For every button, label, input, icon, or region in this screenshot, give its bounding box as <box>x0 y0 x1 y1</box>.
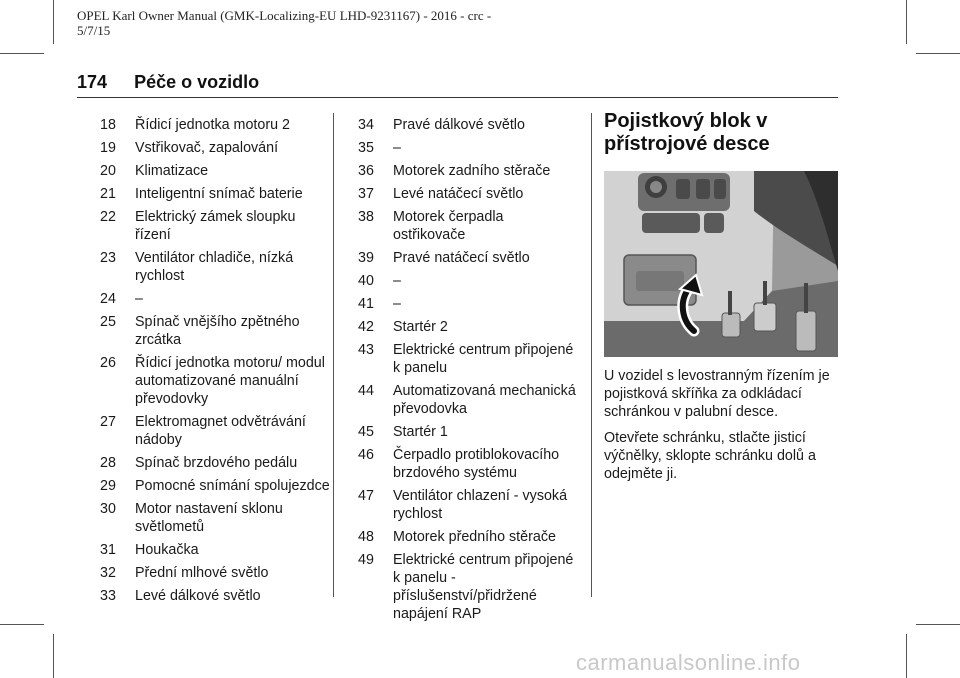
list-item <box>100 116 332 134</box>
fuse-description: Levé natáčecí světlo <box>393 186 524 202</box>
fuse-description: Automatizovaná mechanická převodovka <box>393 383 576 417</box>
fuse-description: – <box>393 273 401 289</box>
fuse-number: 32 <box>100 565 116 581</box>
fuse-number: 40 <box>358 273 374 289</box>
fuse-number: 19 <box>100 140 116 156</box>
fuse-description: Klimatizace <box>135 163 209 179</box>
list-item <box>358 382 576 418</box>
fuse-description: Pomocné snímání spolujezdce <box>135 478 330 494</box>
fuse-description: Elektrické centrum připojené k panelu <box>393 342 574 376</box>
list-item <box>358 423 576 441</box>
list-item <box>358 185 576 203</box>
fuse-description: Startér 1 <box>393 424 448 440</box>
fuse-number: 18 <box>100 117 116 133</box>
list-item <box>100 500 332 536</box>
crop-mark <box>916 624 960 625</box>
crop-mark <box>906 634 907 678</box>
watermark: carmanualsonline.info <box>576 650 801 675</box>
fuse-description: Čerpadlo protiblokovacího brzdového systému <box>393 447 560 481</box>
list-item <box>100 454 332 472</box>
fuse-number: 42 <box>358 319 374 335</box>
fuse-number: 39 <box>358 250 374 266</box>
fuse-number: 28 <box>100 455 116 471</box>
header-rule <box>77 97 838 98</box>
fuse-number: 22 <box>100 209 116 225</box>
list-item <box>100 249 332 285</box>
list-item <box>100 413 332 449</box>
list-item <box>100 162 332 180</box>
fuse-description: Elektrický zámek sloupku řízení <box>135 209 296 243</box>
list-item <box>100 477 332 495</box>
fuse-number: 47 <box>358 488 374 504</box>
fuse-number: 29 <box>100 478 116 494</box>
fuse-description: Pravé natáčecí světlo <box>393 250 530 266</box>
photo-illustration <box>604 171 838 357</box>
list-item <box>358 116 576 134</box>
fuse-description: Vstřikovač, zapalování <box>135 140 279 156</box>
list-item <box>358 528 576 546</box>
fuse-number: 48 <box>358 529 374 545</box>
fuse-description: Motorek předního stěrače <box>393 529 556 545</box>
document-header <box>77 8 491 38</box>
fuse-number: 27 <box>100 414 116 430</box>
section-body <box>604 367 840 491</box>
fuse-description: Motor nastavení sklonu světlometů <box>135 501 283 535</box>
section-title: Pojistkový blok v přístrojové desce <box>604 110 770 155</box>
list-item <box>100 541 332 559</box>
crop-mark <box>53 0 54 44</box>
list-item <box>358 318 576 336</box>
fuse-description: Řídicí jednotka motoru/ modul automatizované manuální převodovky <box>135 355 325 407</box>
fuse-description: Motorek zadního stěrače <box>393 163 551 179</box>
list-item <box>100 354 332 408</box>
instrument-panel-fuse-box-photo <box>604 171 838 357</box>
list-item <box>358 272 576 290</box>
list-item <box>100 290 332 308</box>
fuse-number: 20 <box>100 163 116 179</box>
fuse-description: Elektrické centrum připojené k panelu - příslušenství/přidržené napájení RAP <box>393 552 574 622</box>
crop-mark <box>0 53 44 54</box>
fuse-number: 33 <box>100 588 116 604</box>
document-header-line1: OPEL Karl Owner Manual (GMK-Localizing-EU LHD-9231167) - 2016 - crc - <box>77 8 492 23</box>
fuse-number: 23 <box>100 250 116 266</box>
fuse-description: Motorek čerpadla ostřikovače <box>393 209 504 243</box>
list-item <box>358 551 576 623</box>
list-item <box>100 185 332 203</box>
fuse-description: Spínač brzdového pedálu <box>135 455 298 471</box>
list-item <box>100 139 332 157</box>
list-item <box>358 341 576 377</box>
list-item <box>358 162 576 180</box>
list-item <box>100 587 332 605</box>
fuse-number: 34 <box>358 117 374 133</box>
list-item <box>100 208 332 244</box>
list-item <box>100 313 332 349</box>
fuse-description: Elektromagnet odvětrávání nádoby <box>135 414 306 448</box>
column-divider <box>333 113 334 597</box>
running-head <box>77 72 259 93</box>
crop-mark <box>53 634 54 678</box>
column-divider <box>591 113 592 597</box>
list-item <box>358 139 576 157</box>
list-item <box>358 487 576 523</box>
crop-mark <box>916 53 960 54</box>
fuse-description: – <box>135 291 143 307</box>
list-item <box>358 295 576 313</box>
fuse-number: 25 <box>100 314 116 330</box>
fuse-number: 26 <box>100 355 116 371</box>
fuse-description: Startér 2 <box>393 319 448 335</box>
paragraph: U vozidel s levostranným řízením je pojistková skříňka za odkládací schránkou v palubní desce. <box>604 368 830 420</box>
page-number: 174 <box>77 72 108 92</box>
fuse-number: 21 <box>100 186 116 202</box>
fuse-description: Ventilátor chlazení - vysoká rychlost <box>393 488 568 522</box>
fuse-number: 45 <box>358 424 374 440</box>
paragraph: Otevřete schránku, stlačte jisticí výčnělky, sklopte schránku dolů a odejměte ji. <box>604 430 816 482</box>
chapter-title: Péče o vozidlo <box>134 72 260 92</box>
list-item <box>358 249 576 267</box>
crop-mark <box>906 0 907 44</box>
list-item <box>358 208 576 244</box>
list-item <box>358 446 576 482</box>
fuse-description: Pravé dálkové světlo <box>393 117 525 133</box>
fuse-number: 36 <box>358 163 374 179</box>
fuse-number: 41 <box>358 296 374 312</box>
fuse-number: 35 <box>358 140 374 156</box>
document-header-line2: 5/7/15 <box>77 23 111 38</box>
fuse-description: – <box>393 296 401 312</box>
fuse-description: Spínač vnějšího zpětného zrcátka <box>135 314 300 348</box>
fuse-description: Ventilátor chladiče, nízká rychlost <box>135 250 294 284</box>
fuse-description: Levé dálkové světlo <box>135 588 261 604</box>
fuse-description: Přední mlhové světlo <box>135 565 269 581</box>
fuse-list-column-1 <box>100 116 332 610</box>
fuse-number: 37 <box>358 186 374 202</box>
fuse-number: 38 <box>358 209 374 225</box>
fuse-number: 43 <box>358 342 374 358</box>
fuse-number: 30 <box>100 501 116 517</box>
fuse-description: Houkačka <box>135 542 199 558</box>
fuse-description: Řídicí jednotka motoru 2 <box>135 117 290 133</box>
fuse-number: 46 <box>358 447 374 463</box>
fuse-description: – <box>393 140 401 156</box>
fuse-number: 31 <box>100 542 116 558</box>
fuse-number: 49 <box>358 552 374 568</box>
fuse-description: Inteligentní snímač baterie <box>135 186 303 202</box>
crop-mark <box>0 624 44 625</box>
fuse-number: 24 <box>100 291 116 307</box>
fuse-list-column-2 <box>358 116 576 628</box>
list-item <box>100 564 332 582</box>
fuse-number: 44 <box>358 383 374 399</box>
